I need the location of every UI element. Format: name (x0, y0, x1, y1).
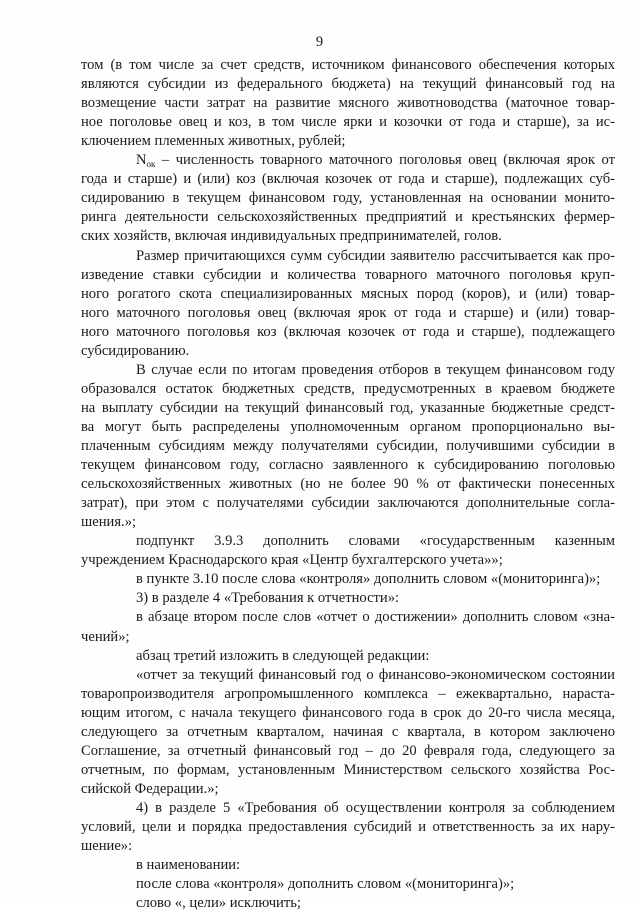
text-line: в абзаце втором после слов «отчет о достижении» дополнить словом «зна- (136, 609, 615, 626)
text-line: абзац третий изложить в следующей редакции: (136, 647, 430, 664)
text-line: ное поголовье овец и коз, в том числе ярки и козочки от года и старше), за ис- (81, 114, 615, 131)
text-line: чений»; (81, 628, 130, 645)
text-line: возмещение части затрат на развитие мясного животноводства (маточное товар- (81, 95, 615, 112)
text-line: затрат), при этом с получателями субсидии заключаются дополнительные согла- (81, 495, 615, 512)
text-line: года и старше) и (или) коз (включая козочек от года и старше), подлежащих суб- (81, 171, 615, 188)
text-line: «отчет за текущий финансовый год о финансово-экономическом состоянии (136, 666, 615, 683)
text-line: ринга деятельности сельскохозяйственных предприятий и крестьянских фермер- (81, 209, 615, 226)
text-line: сийской Федерации.»; (81, 780, 219, 797)
text-line: шения.»; (81, 514, 137, 531)
text-line: Соглашение, за отчетный финансовый год – до 20 февраля года, следующего за (81, 742, 615, 759)
text-line: $N_{ок}$ – численность товарного маточного поголовья овец (включая ярок от (136, 152, 615, 170)
text-line: шение»: (81, 838, 133, 855)
text-line: отчетным, по формам, установленным Министерством сельского хозяйства Рос- (81, 761, 615, 778)
text-line: являются субсидии из федерального бюджета) на текущий финансовый год на (81, 76, 615, 93)
text-line: ва могут быть распределены уполномоченным органом пропорционально вы- (81, 418, 615, 435)
text-line: условий, цели и порядка предоставления субсидий и ответственность за их нару- (81, 819, 615, 835)
text-line: ющим итогом, с начала текущего финансового года в срок до 20-го числа месяца, (81, 704, 615, 721)
text-line: том (в том числе за счет средств, источником финансового обеспечения которых (81, 57, 615, 73)
text-line: подпункт 3.9.3 дополнить словами «государственным казенным (136, 533, 615, 550)
text-line: в наименовании: (136, 857, 241, 874)
text-line: плаченным субсидиям между получателями субсидии, получившими субсидии в (81, 438, 615, 454)
text-line: в пункте 3.10 после слова «контроля» дополнить словом «(мониторинга)»; (136, 571, 601, 588)
text-line: ного маточного поголовья коз (включая козочек от года и старше), подлежащего (81, 323, 615, 340)
text-line: сельскохозяйственных животных (но не более 90 % от фактически понесенных (81, 476, 615, 493)
text-line: 3) в разделе 4 «Требования к отчетности»: (136, 590, 400, 607)
text-line: сидированию в текущем финансовом году, установленная на основании монито- (81, 190, 615, 207)
text-line: изведение ставки субсидии и количества товарного маточного поголовья круп- (81, 266, 615, 283)
text-line: В случае если по итогам проведения отборов в текущем финансовом году (136, 361, 615, 378)
text-line: текущем финансовом году, согласно заявленного к субсидированию поголовью (81, 457, 615, 474)
text-line: ного маточного поголовья овец (включая ярок от года и старше) и (или) товар- (81, 304, 615, 321)
text-line: образовался остаток бюджетных средств, предусмотренных в краевом бюджете (81, 380, 615, 397)
text-line: учреждением Краснодарского края «Центр бухгалтерского учета»»; (81, 552, 503, 569)
text-line: субсидированию. (81, 342, 190, 359)
text-line: после слова «контроля» дополнить словом «(мониторинга)»; (136, 876, 515, 893)
text-line: товаропроизводителя агропромышленного комплекса – ежеквартально, нараста- (81, 685, 615, 702)
text-line: 4) в разделе 5 «Требования об осуществлении контроля за соблюдением (136, 799, 615, 816)
text-line: ключением племенных животных, рублей; (81, 133, 346, 150)
text-line: следующего за отчетным кварталом, начиная с квартала, в котором заключено (81, 723, 615, 740)
text-line: слово «, цели» исключить; (136, 895, 301, 912)
text-line: ских хозяйств, включая индивидуальных предпринимателей, голов. (81, 228, 502, 245)
text-line: на выплату субсидии на текущий финансовый год, указанные бюджетные средст- (81, 399, 615, 416)
text-line: ного рогатого скота специализированных мясных пород (коров), и (или) товар- (81, 285, 615, 302)
page-number: 9 (315, 34, 324, 50)
text-line: Размер причитающихся сумм субсидии заявителю рассчитывается как про- (136, 247, 615, 264)
